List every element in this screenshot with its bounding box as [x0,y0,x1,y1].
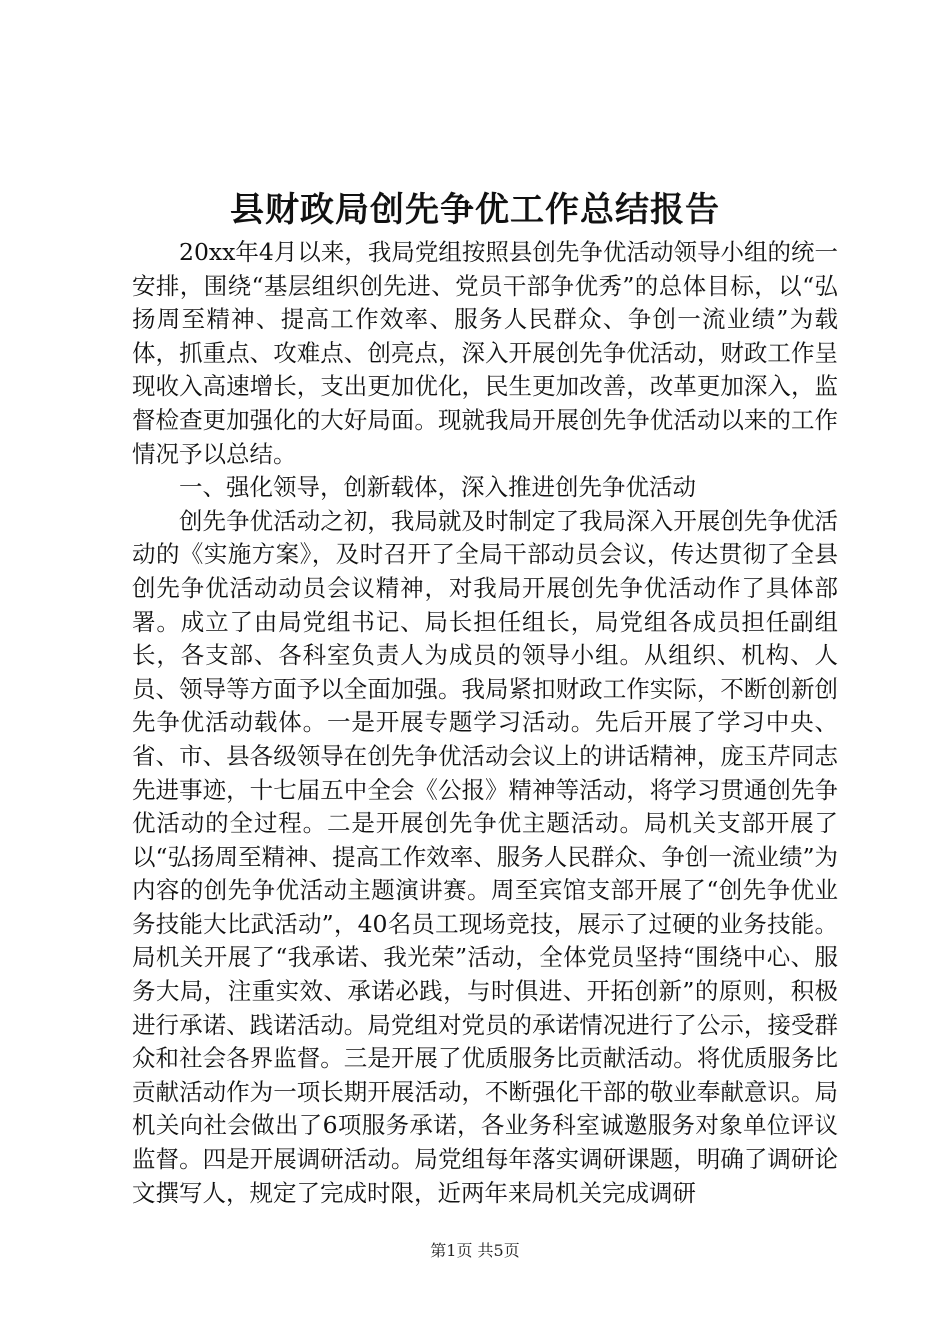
section-heading: 一、强化领导，创新载体，深入推进创先争优活动 [179,473,696,502]
page-number-footer: 第1页 共5页 [430,1241,520,1260]
document-title: 县财政局创先争优工作总结报告 [230,190,720,230]
section-paragraph: 创先争优活动之初，我局就及时制定了我局深入开展创先争优活动的《实施方案》，及时召开了全局干部动员会议，传达贯彻了全县创先争优活动动员会议精神，对我局开展创先争优活动作了具体部署。成立了由局党组书记、局长担任组长，局党组各成员担任副组长，各支部、各科室负责人为成员的领导小组。从组织、机构、人员、领导等方面予以全面加强。我局紧扣财政工作实际，不断创新创先争优活动载体。一是开展专题学习活动。先后开展了学习中央、省、市、县各级领导在创先争优活动会议上的讲话精神，庞玉芹同志先进事迹，十七届五中全会《公报》精神等活动，将学习贯通创先争优活动的全过程。二是开展创先争优主题活动。局机关支部开展了以“弘扬周至精神、提高工作效率、服务人民群众、争创一流业绩”为内容的创先争优活动主题演讲赛。周至宾馆支部开展了“创先争优业务技能大比武活动”，40名员工现场竞技，展示了过硬的业务技能。局机关开展了“我承诺、我光荣”活动，全体党员坚持“围绕中心、服务大局，注重实效、承诺必践，与时俱进、开拓创新”的原则，积极进行承诺、践诺活动。局党组对党员的承诺情况进行了公示，接受群众和社会各界监督。三是开展了优质服务比贡献活动。将优质服务比贡献活动作为一项长期开展活动，不断强化干部的敬业奉献意识。局机关向社会做出了6项服务承诺，各业务科室诚邀服务对象单位评议监督。四是开展调研活动。局党组每年落实调研课题，明确了调研论文撰写人，规定了完成时限，近两年来局机关完成调研 [132,506,838,1207]
document-body [132,236,838,1210]
intro-paragraph: 20xx年4月以来，我局党组按照县创先争优活动领导小组的统一安排，围绕“基层组织创先进、党员干部争优秀”的总体目标，以“弘扬周至精神、提高工作效率、服务人民群众、争创一流业绩”为载体，抓重点、攻难点、创亮点，深入开展创先争优活动，财政工作呈现收入高速增长，支出更加优化，民生更加改善，改革更加深入，监督检查更加强化的大好局面。现就我局开展创先争优活动以来的工作情况予以总结。 [132,238,838,468]
